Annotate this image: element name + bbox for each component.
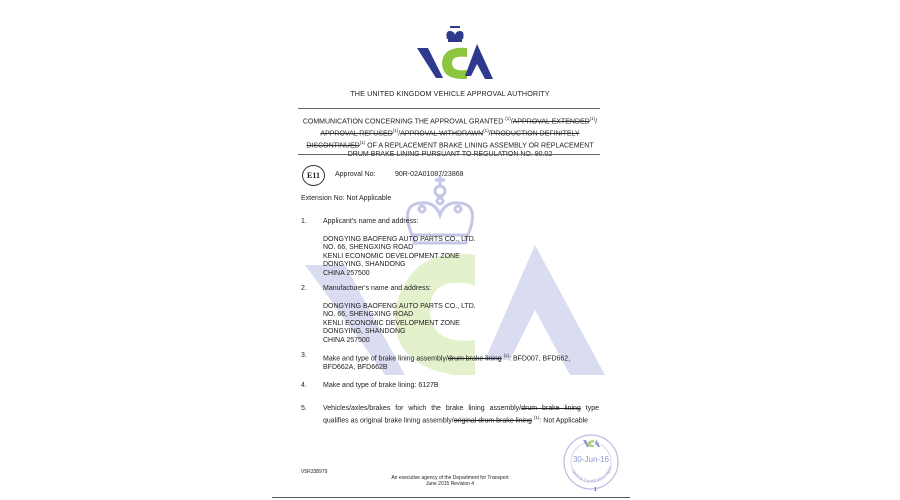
brake-lining-assembly-text: Make and type of brake lining assembly/drum brake lining $^{(1)}$: BFD007, BFD662, BFD662A, BFD662B [323, 353, 571, 371]
header-divider [298, 108, 600, 109]
logo-c-shape [442, 48, 467, 79]
applicant-label: Applicant's name and address: [323, 218, 419, 225]
applicant-address: DONGYING BAOFENG AUTO PARTS CO., LTD. NO. 66, SHENGXING ROAD KENLI ECONOMIC DEVELOPMENT ZONE DONGYING, SHANDONG CHINA 257500 [323, 235, 476, 277]
stamp-ring-text: Vehicle Certification Agen [570, 465, 614, 484]
approval-number: 90R-02A01087/23868 [395, 171, 464, 178]
vehicles-text: Vehicles/axles/brakes for which the brake lining assembly/drum brake lining type qualifies as original brake lining assembly/original drum brake lining $^{(1)}$: Not Applicable [323, 405, 599, 424]
stamp-vca-logo-icon [583, 439, 600, 447]
certificate-page: THE UNITED KINGDOM VEHICLE APPROVAL AUTHORITY COMMUNICATION CONCERNING THE APPROVAL GRANTED $^{(1)}$/APPROVAL EXTENDED$^{(1)}$/ APPROVAL REFUSED$^{(1)}$/APPROVAL WITHDRAWN$^{(1)}$/PRODUCTION DEFINITELY DISCONTINUED$^{(1)}$ OF A REPLACEMENT BRAKE LINING ASSEMBLY OR REPLACEMENT DRUM BRAKE LINING PURSUANT TO REGULATION NO. 90.02 E11 Approval No: 90R-02A01087/23868 Extension No: Not Applicable 1. Applicant's name and address: DONGYING BAOFENG AUTO PARTS CO., LTD. NO. 66, SHENGXING ROAD KENLI ECONOMIC DEVELOPMENT ZONE DONGYING, SHANDONG CHINA 257500 2. Manufacturer's name and address: DONGYING BAOFENG AUTO PARTS CO., LTD. NO. 66, SHENGXING ROAD KENLI ECONOMIC DEVELOPMENT ZONE DONGYING, SHANDONG CHINA 257500 3. Make and type of brake lining assembly/drum brake lining $^{(1)}$: BFD007, BFD662, BFD662A, BFD662B 4. Make and type of brake lining: 6127B 5. Vehicles/axles/brakes for which the brake lining assembly/drum brake lining type qualifies as original brake lining assembly/original drum brake lining $^{(1)}$: Not Applicable V5R338979 An executive agency of the Department for Transport June 2015 Revision 4 Vehicle Certification Agen 30-Jun-16 1 [0, 0, 900, 500]
extension-number: Extension No: Not Applicable [301, 195, 392, 202]
stamp-date: 30-Jun-16 [572, 455, 610, 464]
document-reference: V5R338979 [301, 469, 328, 475]
authority-title: THE UNITED KINGDOM VEHICLE APPROVAL AUTHORITY [350, 89, 550, 98]
page-number: 1 [594, 487, 597, 493]
logo-a-shape [465, 44, 493, 79]
communication-heading: COMMUNICATION CONCERNING THE APPROVAL GRANTED $^{(1)}$/APPROVAL EXTENDED$^{(1)}$/ APPROVAL REFUSED$^{(1)}$/APPROVAL WITHDRAWN$^{(1)}$/PRODUCTION DEFINITELY DISCONTINUED$^{(1)}$ OF A REPLACEMENT BRAKE LINING ASSEMBLY OR REPLACEMENT DRUM BRAKE LINING PURSUANT TO REGULATION NO. 90.02 [302, 116, 598, 158]
footer-divider [272, 497, 630, 498]
crown-icon [446, 26, 463, 42]
approval-number-row [335, 171, 464, 178]
heading-divider [298, 154, 600, 155]
approval-mark-e11: E11 [302, 165, 325, 186]
approval-label: Approval No: [335, 171, 376, 178]
logo-v-shape [417, 48, 443, 78]
vca-logo [415, 26, 495, 82]
footer-text: An executive agency of the Department for Transport June 2015 Revision 4 [391, 475, 509, 487]
manufacturer-label: Manufacturer's name and address: [323, 285, 431, 292]
manufacturer-address: DONGYING BAOFENG AUTO PARTS CO., LTD. NO. 66, SHENGXING ROAD KENLI ECONOMIC DEVELOPMENT ZONE DONGYING, SHANDONG CHINA 257500 [323, 302, 476, 344]
